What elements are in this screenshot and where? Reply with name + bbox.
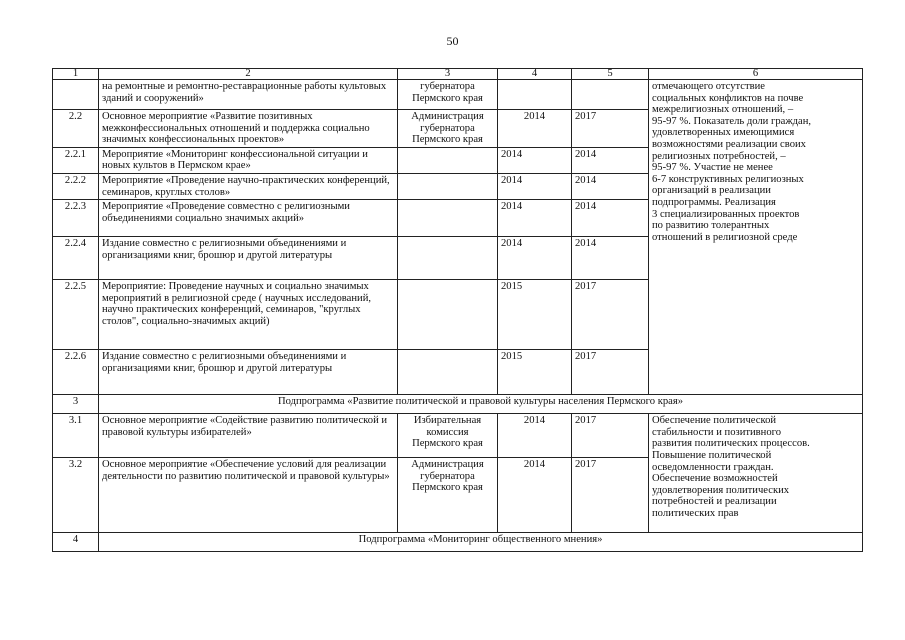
activity-name: Основное мероприятие «Содействие развитию политической и правовой культуры избирателей» [99,414,398,458]
executor-line: губернатора [420,81,475,92]
executor-line: Пермского края [412,92,483,104]
column-header: 5 [572,69,649,80]
executor-line: Администрация [411,111,484,122]
start-year: 2015 [498,350,572,395]
end-year: 2017 [572,350,649,395]
result-line: 95-97 %. Показатель доли граждан, [652,115,812,127]
end-year: 2017 [572,110,649,148]
activity-name: Издание совместно с религиозными объединениями и организациями книг, брошюр и другой литературы [99,237,398,280]
column-header: 3 [398,69,498,80]
activity-name: Основное мероприятие «Обеспечение условий для реализации деятельности по развитию политической и правовой культуры» [99,458,398,533]
end-year: 2014 [572,147,649,173]
result-line: Обеспечение политической [652,415,777,427]
end-year: 2017 [572,458,649,533]
executor-cell [398,458,498,533]
executor-line: Избирательная [413,415,482,427]
activity-name: на ремонтные и ремонтно-реставрационные работы культовых зданий и сооружений» [99,80,398,110]
start-year: 2015 [498,280,572,350]
start-year: 2014 [498,458,572,533]
expected-results-cell [649,80,863,395]
result-line: по развитию толерантных [652,220,770,232]
executor-line: комиссия [426,426,469,438]
executor-cell [398,350,498,395]
row-number [53,80,99,110]
table-row [53,414,863,458]
executor-line: губернатора [420,122,475,134]
expected-results-cell [649,414,863,533]
row-number: 2.2.6 [53,350,99,395]
row-number: 2.2 [53,110,99,148]
activity-name: Основное мероприятие «Развитие позитивных межконфессиональных отношений и поддержка социально значимых конфессиональных проектов» [99,110,398,148]
result-line: подпрограммы. Реализация [652,196,776,208]
executor-cell [398,200,498,237]
result-line: удовлетворения политических [652,484,790,496]
executor-cell [398,80,498,110]
start-year: 2014 [498,147,572,173]
executor-cell [398,173,498,199]
result-line: потребностей и реализации [652,496,777,508]
result-line: религиозных потребностей, – [652,150,786,162]
row-number: 3.2 [53,458,99,533]
row-number: 2.2.3 [53,200,99,237]
result-line: межрелигиозных отношений, – [652,104,794,116]
executor-line: губернатора [420,470,475,482]
row-number: 2.2.1 [53,147,99,173]
start-year: 2014 [498,173,572,199]
row-number: 2.2.5 [53,280,99,350]
end-year [572,80,649,110]
result-line: Обеспечение возможностей [652,473,778,485]
subprogram-number: 3 [53,395,99,414]
result-line: стабильности и позитивного [652,426,782,438]
table-row [53,80,863,110]
column-header: 1 [53,69,99,80]
activity-name: Мероприятие: Проведение научных и социально значимых мероприятий в религиозной среде ( научных исследований, научно практических конференций, семинаров, "круглых столов", социально-значимых акций) [99,280,398,350]
column-header: 6 [649,69,863,80]
executor-cell [398,414,498,458]
start-year: 2014 [498,200,572,237]
executor-line: Администрация [411,459,484,471]
row-number: 3.1 [53,414,99,458]
executor-line: Пермского края [412,482,483,494]
executor-line: Пермского края [412,134,483,146]
end-year: 2014 [572,237,649,280]
activity-name: Мероприятие «Мониторинг конфессиональной ситуации и новых культов в Пермском крае» [99,147,398,173]
executor-line: Пермского края [412,438,483,450]
program-table [52,68,863,552]
result-line: возможностями реализации своих [652,138,806,150]
start-year: 2014 [498,237,572,280]
end-year: 2017 [572,280,649,350]
header-row [53,69,863,80]
subprogram-row [53,395,863,414]
row-number: 2.2.4 [53,237,99,280]
result-line: отмечающего отсутствие [652,81,765,92]
activity-name: Мероприятие «Проведение совместно с религиозными объединениями социально значимых акций» [99,200,398,237]
executor-cell [398,237,498,280]
start-year: 2014 [498,110,572,148]
end-year: 2014 [572,173,649,199]
subprogram-title: Подпрограмма «Развитие политической и правовой культуры населения Пермского края» [99,395,863,414]
result-line: Повышение политической [652,449,772,461]
result-line: 6-7 конструктивных религиозных [652,173,804,185]
start-year [498,80,572,110]
subprogram-number: 4 [53,533,99,552]
column-header: 4 [498,69,572,80]
end-year: 2017 [572,414,649,458]
subprogram-title: Подпрограмма «Мониторинг общественного мнения» [99,533,863,552]
result-line: 3 специализированных проектов [652,208,800,220]
result-line: осведомленности граждан. [652,461,774,473]
start-year: 2014 [498,414,572,458]
executor-cell [398,280,498,350]
result-line: социальных конфликтов на почве [652,92,804,104]
executor-cell [398,110,498,148]
row-number: 2.2.2 [53,173,99,199]
activity-name: Мероприятие «Проведение научно-практических конференций, семинаров, круглых столов» [99,173,398,199]
page-number: 50 [446,34,459,48]
end-year: 2014 [572,200,649,237]
result-line: политических прав [652,507,739,519]
column-header: 2 [99,69,398,80]
executor-cell [398,147,498,173]
result-line: организаций в реализации [652,185,771,197]
subprogram-row [53,533,863,552]
activity-name: Издание совместно с религиозными объединениями и организациями книг, брошюр и другой литературы [99,350,398,395]
result-line: отношений в религиозной среде [652,231,798,243]
result-line: развития политических процессов. [652,438,810,450]
result-line: 95-97 %. Участие не менее [652,162,773,174]
result-line: удовлетворенных имеющимися [652,127,795,139]
